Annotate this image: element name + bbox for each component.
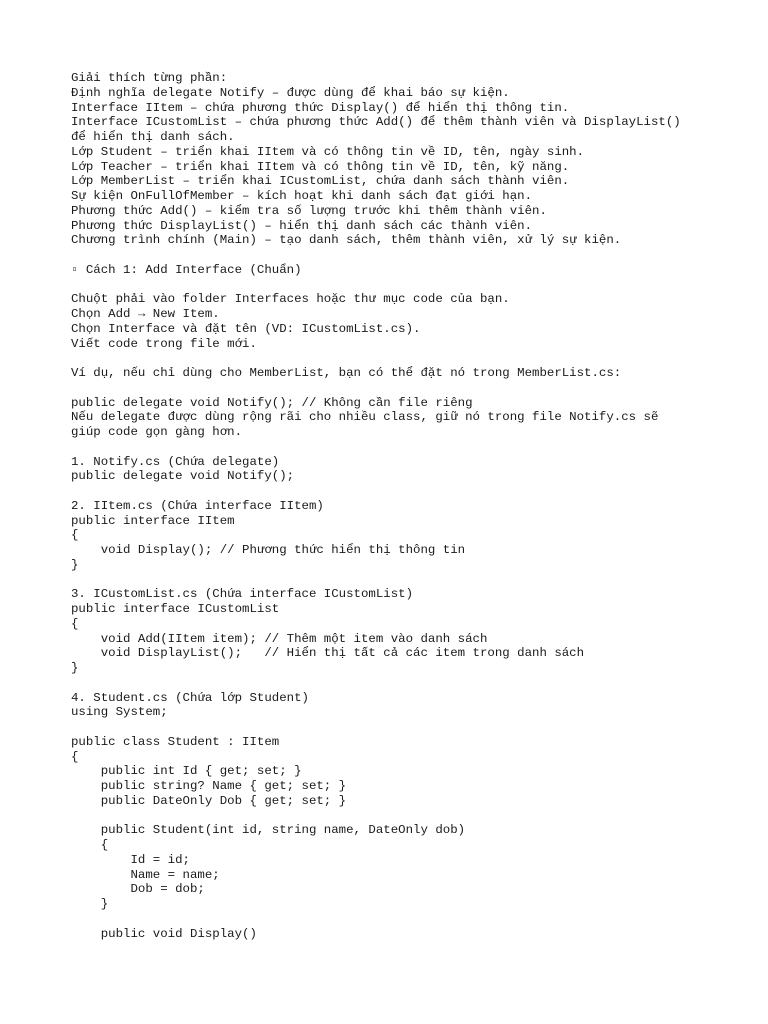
text-line: public delegate void Notify();: [71, 469, 295, 484]
text-line: Sự kiện OnFullOfMember – kích hoạt khi danh sách đạt giới hạn.: [71, 189, 533, 203]
text-line: [71, 440, 751, 455]
text-line: Lớp MemberList – triển khai ICustomList, chứa danh sách thành viên.: [71, 174, 570, 189]
text-line: 1. Notify.cs (Chứa delegate): [71, 454, 280, 469]
text-line: Phương thức Add() – kiểm tra số lượng trước khi thêm thành viên.: [71, 203, 547, 218]
text-line: [71, 676, 751, 691]
text-line: [71, 381, 751, 396]
text-line: public void Display(): [71, 926, 257, 941]
text-line: để hiển thị danh sách.: [71, 130, 235, 144]
text-line: {: [71, 838, 109, 852]
text-line: Lớp Teacher – triển khai IItem và có thông tin về ID, tên, kỹ năng.: [71, 159, 570, 174]
text-line: [71, 912, 751, 927]
text-line: ▫ Cách 1: Add Interface (Chuẩn): [71, 262, 302, 277]
text-line: {: [71, 528, 79, 543]
text-line: [71, 720, 751, 735]
text-line: Interface ICustomList – chứa phương thức Add() để thêm thành viên và DisplayList(): [71, 115, 681, 130]
text-line: using System;: [71, 705, 168, 720]
text-line: 3. ICustomList.cs (Chứa interface ICustomList): [71, 587, 414, 602]
text-line: }: [71, 661, 79, 675]
text-line: public class Student : IItem: [71, 734, 280, 749]
text-line: void DisplayList(); // Hiển thị tất cả các item trong danh sách: [71, 646, 585, 661]
text-line: Chương trình chính (Main) – tạo danh sách, thêm thành viên, xử lý sự kiện.: [71, 233, 622, 248]
text-line: Viết code trong file mới.: [71, 336, 257, 351]
text-line: Lớp Student – triển khai IItem và có thông tin về ID, tên, ngày sinh.: [71, 144, 585, 159]
text-line: Id = id;: [71, 852, 190, 867]
text-line: giúp code gọn gàng hơn.: [71, 425, 243, 439]
text-line: 2. IItem.cs (Chứa interface IItem): [71, 498, 324, 513]
text-line: Định nghĩa delegate Notify – được dùng để khai báo sự kiện.: [71, 85, 510, 100]
text-line: {: [71, 749, 79, 764]
text-line: Nếu delegate được dùng rộng rãi cho nhiều class, giữ nó trong file Notify.cs sẽ: [71, 410, 659, 425]
text-line: [71, 573, 751, 588]
text-line: 4. Student.cs (Chứa lớp Student): [71, 690, 309, 705]
document-page: [71, 71, 751, 941]
text-line: Interface IItem – chứa phương thức Display() để hiển thị thông tin.: [71, 100, 570, 115]
text-line: {: [71, 616, 79, 631]
text-line: Name = name;: [71, 867, 220, 882]
text-line: public delegate void Notify(); // Không cần file riêng: [71, 395, 473, 410]
text-line: [71, 278, 751, 293]
text-line: Chuột phải vào folder Interfaces hoặc thư mục code của bạn.: [71, 292, 510, 307]
text-line: }: [71, 557, 79, 572]
text-line: public int Id { get; set; }: [71, 764, 302, 779]
text-line: public DateOnly Dob { get; set; }: [71, 793, 347, 808]
text-line: [71, 351, 751, 366]
text-line: Ví dụ, nếu chỉ dùng cho MemberList, bạn có thể đặt nó trong MemberList.cs:: [71, 366, 622, 380]
text-line: void Display(); // Phương thức hiển thị thông tin: [71, 543, 466, 557]
text-line: }: [71, 897, 109, 911]
text-line: Dob = dob;: [71, 882, 205, 897]
text-line: Giải thích từng phần:: [71, 71, 228, 85]
text-line: [71, 248, 751, 263]
text-line: Chọn Add → New Item.: [71, 307, 220, 321]
text-line: Phương thức DisplayList() – hiển thị danh sách các thành viên.: [71, 218, 533, 233]
text-line: public interface IItem: [71, 513, 235, 528]
text-line: Chọn Interface và đặt tên (VD: ICustomList.cs).: [71, 321, 421, 336]
text-line: [71, 484, 751, 499]
text-line: public interface ICustomList: [71, 602, 280, 616]
text-line: void Add(IItem item); // Thêm một item vào danh sách: [71, 631, 488, 646]
text-line: public string? Name { get; set; }: [71, 779, 347, 793]
text-line: public Student(int id, string name, DateOnly dob): [71, 823, 466, 838]
text-line: [71, 809, 751, 824]
